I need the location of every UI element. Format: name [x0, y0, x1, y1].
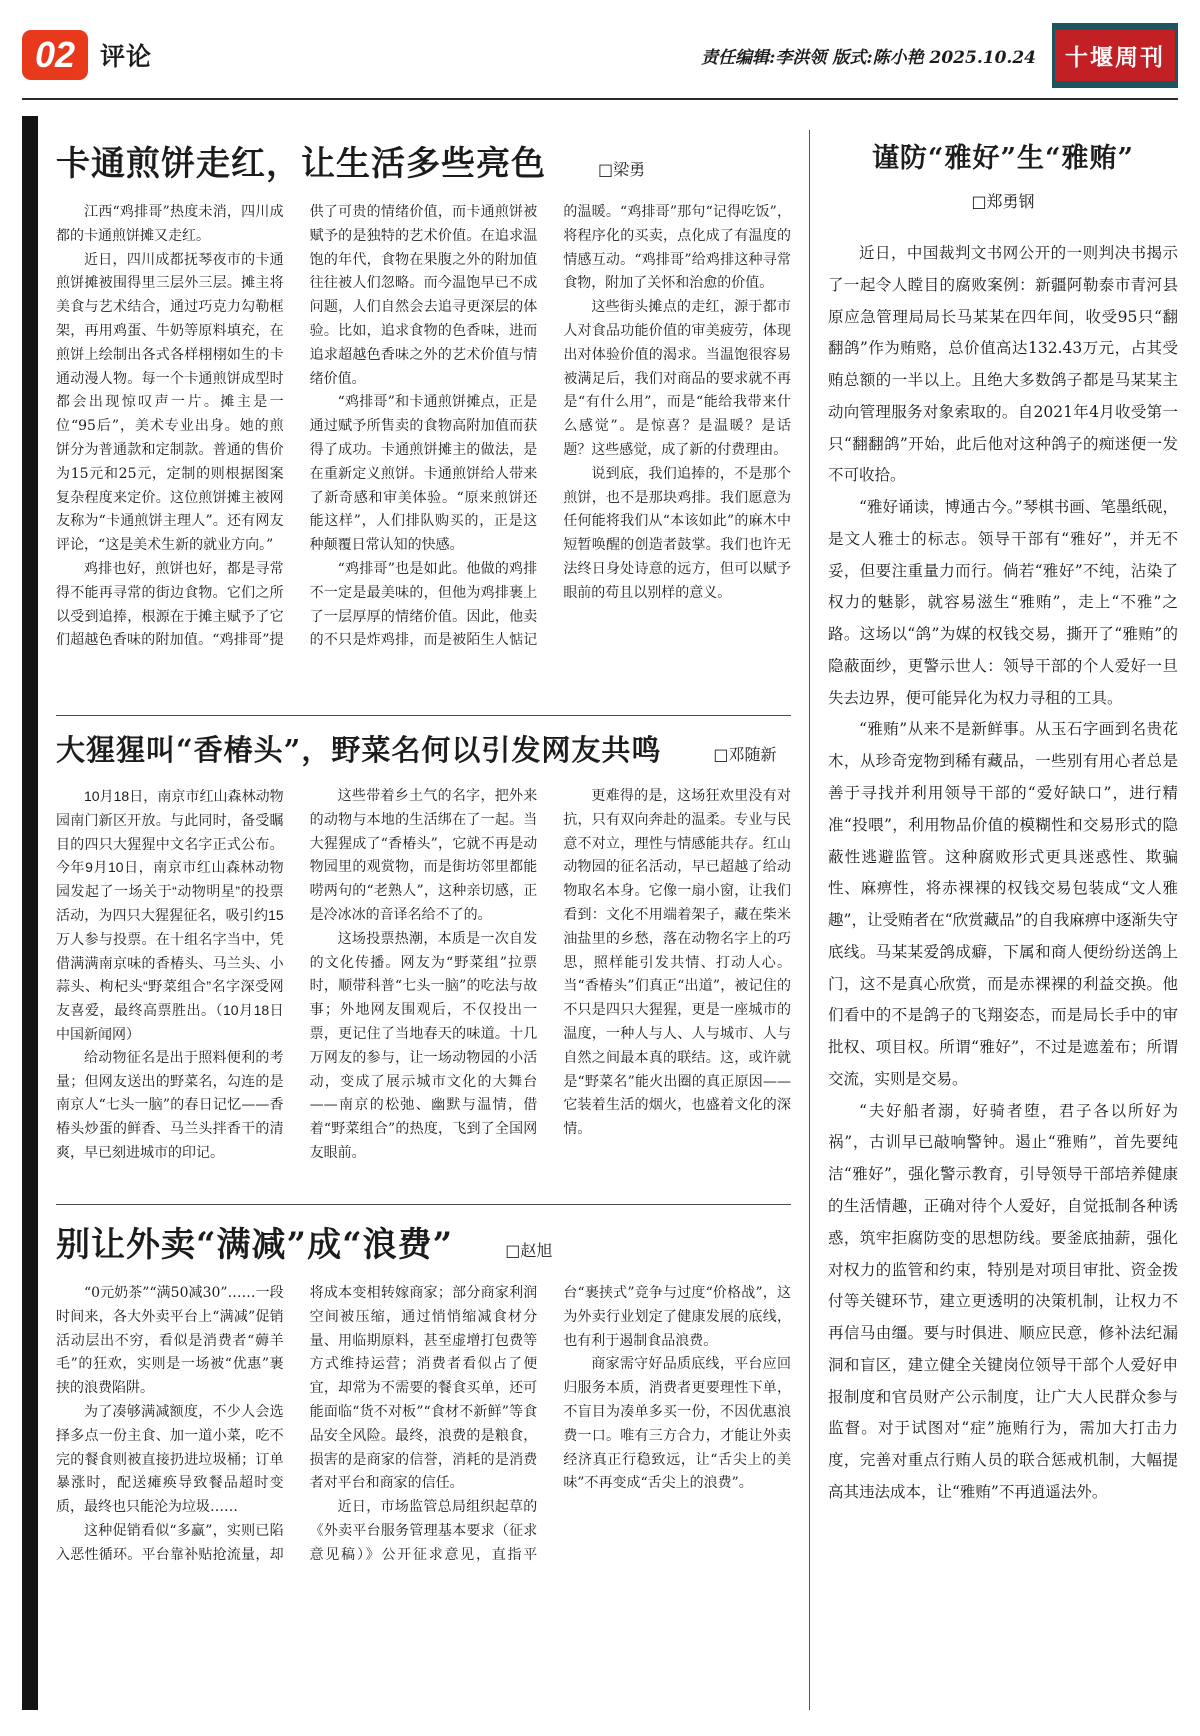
paragraph: 这些街头摊点的走红，源于都市人对食品功能价值的审美疲劳，体现出对体验价值的渴求。当温饱很容易被满足后，我们对商品的要求就不再是“有什么用”，而是“能给我带来什么感觉”。是惊喜？是温暖？是话题？这些感觉，成了新的付费理由。: [563, 299, 791, 458]
article-body: [56, 201, 791, 701]
editor-line: 责任编辑:李洪领 版式:陈小艳 2025.10.24: [701, 47, 1036, 68]
masthead-logo: [1052, 23, 1178, 88]
page-header: [22, 22, 1178, 88]
paragraph: 给动物征名是出于照料便利的考量；但网友送出的野菜名，勾连的是南京人“七头一脑”的春日记忆——香椿头炒蛋的鲜香、马兰头拌香干的清爽，早已刻进城市的印记。: [56, 1049, 284, 1161]
article-author: □赵旭: [505, 1241, 553, 1260]
article-title: 大猩猩叫“香椿头”，野菜名何以引发网友共鸣: [56, 733, 662, 767]
article-title: 卡通煎饼走红，让生活多些亮色: [56, 144, 546, 184]
article-separator: [56, 1204, 791, 1205]
side-article: [828, 116, 1178, 1710]
paragraph: 商家需守好品质底线，平台应回归服务本质，消费者更要理性下单，不盲目为凑单多买一份，不因优惠浪费一口。唯有三方合力，才能让外卖经济真正行稳致远，让“舌尖上的美味”不再变成“舌尖上的浪费”。: [563, 1356, 791, 1492]
paragraph: “雅贿”从来不是新鲜事。从玉石字画到名贵花木，从珍奇宠物到稀有藏品，一些别有用心者总是善于寻找并利用领导干部的“爱好缺口”，进行精准“投喂”，利用物品价值的模糊性和交易形式的隐蔽性逃避监管。这种腐败形式更具迷惑性、欺骗性、麻痹性，将赤裸裸的权钱交易包装成“文人雅趣”，让受贿者在“欣赏藏品”的自我麻痹中逐渐失守底线。马某某爱鸽成癖，下属和商人便纷纷送鸽上门，这不是真心欣赏，而是赤裸裸的利益交换。他们看中的不是鸽子的飞翔姿态，而是局长手中的审批权、项目权。所谓“雅好”，不过是遮羞布；所谓交流，实则是交易。: [828, 720, 1178, 1088]
paragraph: 10月18日，南京市红山森林动物园南门新区开放。与此同时，备受瞩目的四只大猩猩中文名字正式公布。今年9月10日，南京市红山森林动物园发起了一场关于“动物明星”的投票活动，为四只大猩猩征名，吸引约15万人参与投票。在十组名字当中，凭借满满南京味的香椿头、马兰头、小蒜头、枸杞头“野菜组合”名字深受网友喜爱，最终高票胜出。（10月18日 中国新闻网）: [56, 788, 284, 1042]
paragraph: 江西“鸡排哥”热度未消，四川成都的卡通煎饼摊又走红。: [56, 204, 284, 244]
masthead-text: 十堰周刊: [1055, 30, 1175, 81]
article-takeout-waste: [56, 1217, 791, 1622]
paragraph: “0元奶茶”“满50减30”……一段时间来，各大外卖平台上“满减”促销活动层出不穷，看似是消费者“薅羊毛”的狂欢，实则是一场被“优惠”裹挟的浪费陷阱。: [56, 1285, 284, 1397]
article-title: 别让外卖“满减”成“浪费”: [56, 1225, 454, 1265]
side-article-author: □郑勇钢: [971, 192, 1035, 211]
article-separator: [56, 715, 791, 716]
article-author: □梁勇: [598, 160, 646, 179]
paragraph: 鸡排也好，煎饼也好，都是寻常得不能再寻常的街边食物。它们之所以受到追捧，根源在于摊主赋予了它们超越色香味的附加值。“鸡排哥”提供了可贵的情绪价值，而卡通煎饼被赋予的是独特的艺术价值。在追求温饱的年代，食物在果腹之外的附加值往往被人们忽略。而今温饱早已不成问题，人们自然会去追寻更深层的体验。比如，追求食物的色香味，进而追求超越色香味之外的艺术价值与情绪价值。: [56, 204, 538, 649]
section-title: 评论: [100, 43, 153, 71]
article-gorilla-names: [56, 728, 791, 1190]
paragraph: 近日，四川成都抚琴夜市的卡通煎饼摊被围得里三层外三层。摊主将美食与艺术结合，通过巧克力勾勒框架，再用鸡蛋、牛奶等原料填充，在煎饼上绘制出各式各样栩栩如生的卡通动漫人物。每一个卡通煎饼成型时都会出现惊叹声一片。摊主是一位“95后”，美术专业出身。她的煎饼分为普通款和定制款。普通的售价为15元和25元，定制的则根据图案复杂程度来定价。这位煎饼摊主被网友称为“卡通煎饼主理人”。还有网友评论，“这是美术生新的就业方向。”: [56, 251, 284, 554]
paragraph: 近日，中国裁判文书网公开的一则判决书揭示了一起令人瞠目的腐败案例：新疆阿勒泰市青河县原应急管理局局长马某某在四年间，收受95只“翻翻鸽”作为贿赂，总价值高达132.43万元，占其受贿总额的一半以上。且绝大多数鸽子都是马某某主动向管理服务对象索取的。自2021年4月收受第一只“翻翻鸽”开始，此后他对这种鸽子的痴迷便一发不可收拾。: [828, 244, 1178, 485]
title-row: [56, 136, 791, 185]
page-number-badge: 02: [22, 30, 88, 80]
side-article-title: 谨防“雅好”生“雅贿”: [871, 143, 1135, 174]
article-author: □邓随新: [713, 745, 777, 764]
paragraph: “鸡排哥”也是如此。他做的鸡排不一定是最美味的，但他为鸡排裹上了一层厚厚的情绪价值。因此，他卖的不只是炸鸡排，而是被陌生人惦记的温暖。“鸡排哥”那句“记得吃饭”，将程序化的买卖，点化成了有温度的情感互动。“鸡排哥”给鸡排这种寻常食物，附加了关怀和治愈的价值。: [309, 204, 791, 649]
title-row: [56, 728, 791, 769]
title-row: [56, 1217, 791, 1266]
page-content: [22, 116, 1178, 1710]
paragraph: 更难得的是，这场狂欢里没有对抗，只有双向奔赴的温柔。专业与民意不对立，理性与情感能共存。红山动物园的征名活动，早已超越了给动物取名本身。它像一扇小窗，让我们看到：文化不用端着架子，藏在柴米油盐里的乡愁，落在动物名字上的巧思，照样能引发共情、打动人心。当“香椿头”们真正“出道”，被记住的不只是四只大猩猩，更是一座城市的温度，一种人与人、人与城市、人与自然之间最本真的联结。这，或许就是“野菜名”能火出圈的真正原因——它装着生活的烟火，也盛着文化的深情。: [563, 788, 791, 1138]
left-edge-bar: [22, 116, 38, 1710]
paragraph: 这些带着乡土气的名字，把外来的动物与本地的生活绑在了一起。当大猩猩成了“香椿头”，它就不再是动物园里的观赏物，而是街坊邻里都能唠两句的“老熟人”，这种亲切感，正是冷冰冰的音译名给不了的。: [309, 788, 538, 923]
article-body: [56, 1282, 791, 1622]
left-articles-block: [56, 116, 791, 1710]
paragraph: 说到底，我们追捧的，不是那个煎饼，也不是那块鸡排。我们愿意为任何能将我们从“本该如此”的麻木中短暂唤醒的创造者鼓掌。我们也许无法终日身处诗意的远方，但可以赋予眼前的苟且以别样的意义。: [563, 465, 791, 601]
paragraph: 这种促销看似“多赢”，实则已陷入恶性循环。平台靠补贴抢流量，却将成本变相转嫁商家；部分商家利润空间被压缩，通过悄悄缩减食材分量、用临期原料，甚至虚增打包费等方式维持运营；消费者看似占了便宜，却常为不需要的餐食买单，还可能面临“货不对板”“食材不新鲜”等食品安全风险。最终，浪费的是粮食，损害的是商家的信誉，消耗的是消费者对平台和商家的信任。: [56, 1285, 538, 1563]
paragraph: 近日，市场监管总局组织起草的《外卖平台服务管理基本要求（征求意见稿）》公开征求意见，直指平台“裹挟式”竞争与过度“价格战”，这为外卖行业划定了健康发展的底线，也有利于遏制食品浪费。: [309, 1285, 791, 1563]
article-body: [56, 785, 791, 1190]
header-rule: [22, 98, 1178, 100]
paragraph: “夫好船者溺，好骑者堕，君子各以所好为祸”，古训早已敲响警钟。遏止“雅贿”，首先要纯洁“雅好”，强化警示教育，引导领导干部培养健康的生活情趣，正确对待个人爱好，自觉抵制各种诱惑，筑牢拒腐防变的思想防线。要釜底抽薪，强化对权力的监管和约束，特别是对项目审批、资金拨付等关键环节，建立更透明的决策机制，让权力不再信马由缰。要与时俱进、顺应民意，修补法纪漏洞和盲区，建立健全关键岗位领导干部个人爱好申报制度和官员财产公示制度，让广大人民群众参与监督。对于试图对“症”施贿行为，需加大打击力度，完善对重点行贿人员的联合惩戒机制，大幅提高其违法成本，让“雅贿”不再逍遥法外。: [828, 1101, 1178, 1501]
paragraph: “鸡排哥”和卡通煎饼摊点，正是通过赋予所售卖的食物高附加值而获得了成功。卡通煎饼摊主的做法，是在重新定义煎饼。卡通煎饼给人带来了新奇感和审美体验。“原来煎饼还能这样”，人们排队购买的，正是这种颠覆日常认知的快感。: [309, 394, 538, 554]
paragraph: 为了凑够满减额度，不少人会选择多点一份主食、加一道小菜，吃不完的餐食则被直接扔进垃圾桶；订单暴涨时，配送瘫痪导致餐品超时变质，最终也只能沦为垃圾……: [56, 1403, 284, 1516]
article-cartoon-pancake: [56, 136, 791, 701]
paragraph: 这场投票热潮，本质是一次自发的文化传播。网友为“野菜组”拉票时，顺带科普“七头一脑”的吃法与故事；外地网友围观后，不仅投出一票，更记住了当地春天的味道。十几万网友的参与，让一场动物园的小活动，变成了展示城市文化的大舞台——南京的松弛、幽默与温情，借着“野菜组合”的热度，飞到了全国网友眼前。: [309, 930, 538, 1161]
column-divider: [809, 130, 810, 1710]
side-article-body: [828, 238, 1178, 1509]
paragraph: “雅好诵读，博通古今。”琴棋书画、笔墨纸砚，是文人雅士的标志。领导干部有“雅好”，并无不妥，但要注重量力而行。倘若“雅好”不纯，沾染了权力的魅影，就容易滋生“雅贿”，走上“不雅”之路。这场以“鸽”为媒的权钱交易，撕开了“雅贿”的隐蔽面纱，更警示世人：领导干部的个人爱好一旦失去边界，便可能异化为权力寻租的工具。: [828, 498, 1178, 707]
